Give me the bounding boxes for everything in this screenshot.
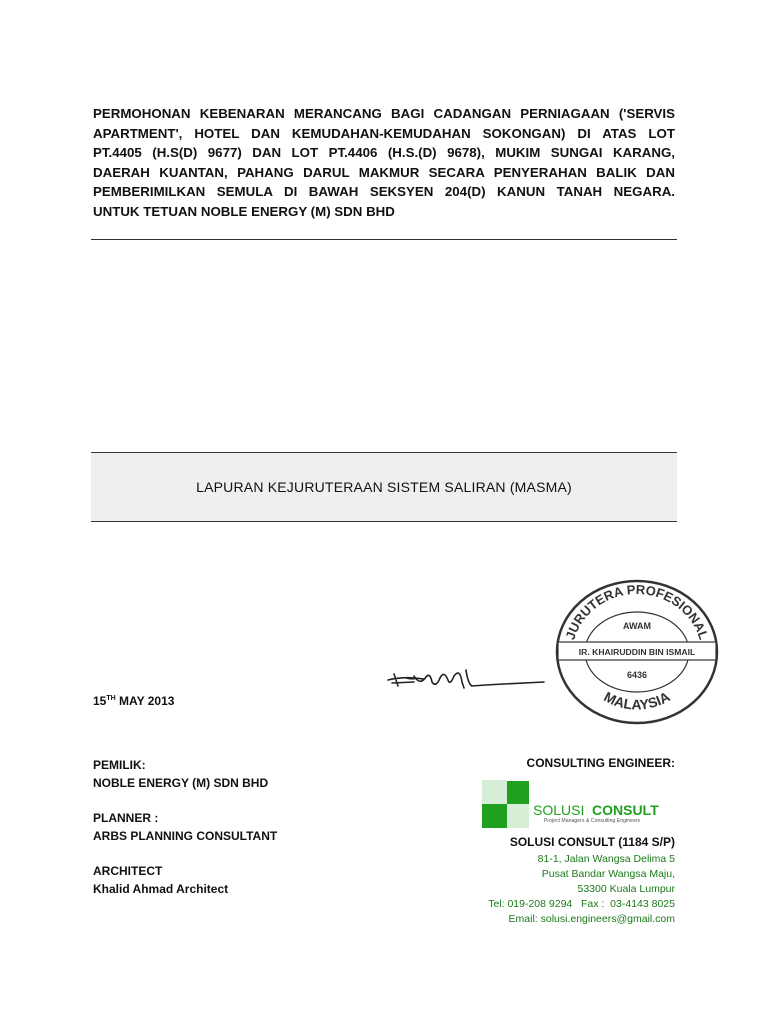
signature [384,664,559,694]
logo-text-solusi: SOLUSI [533,802,585,818]
address-line: Pusat Bandar Wangsa Maju, [541,868,675,880]
owner-block [93,756,277,792]
date-rest: MAY 2013 [115,694,175,708]
logo-tagline: Project Managers & Consulting Engineers [543,818,641,824]
stamp-name: IR. KHAIRUDDIN BIN ISMAIL [578,647,696,657]
planner-value: ARBS PLANNING CONSULTANT [93,829,278,843]
document-title [93,104,675,222]
divider [91,239,677,240]
planner-block [93,809,277,845]
firm-name: SOLUSI CONSULT (1184 S/P) [509,835,675,849]
stamp-bottom-text: MALAYSIA [601,688,673,713]
address-line: 81-1, Jalan Wangsa Delima 5 [537,853,675,865]
solusi-consult-logo [482,780,682,830]
architect-value: Khalid Ahmad Architect [93,882,229,896]
address-phone: Tel: 019-208 9294 Fax : 03-4143 8025 [488,898,675,910]
planner-label: PLANNER : [93,811,159,825]
owner-value: NOBLE ENERGY (M) SDN BHD [93,776,269,790]
title-line: UNTUK TETUAN NOBLE ENERGY (M) SDN BHD [93,203,395,219]
title-line: PT.4405 (H.S(D) 9677) DAN LOT PT.4406 (H.S.(D) 9678), MUKIM SUNGAI KARANG, [93,145,675,161]
date-day: 15 [93,694,107,708]
architect-block [93,862,277,898]
report-title-box [91,452,677,522]
consulting-label: CONSULTING ENGINEER: [526,756,675,770]
date-suffix: TH [106,695,116,702]
title-line: PEMBERIMILKAN SEMULA DI BAWAH SEKSYEN 204(D) KANUN TANAH NEGARA. [93,184,675,200]
address-email: Email: solusi.engineers@gmail.com [508,913,675,925]
owner-label: PEMILIK: [93,758,146,772]
consulting-block [415,756,675,770]
document-date [93,694,174,708]
title-line: PERMOHONAN KEBENARAN MERANCANG BAGI CADANGAN PERNIAGAAN ('SERVIS [93,106,675,121]
logo-text-consult: CONSULT [592,802,659,818]
report-title: LAPURAN KEJURUTERAAN SISTEM SALIRAN (MASMA) [196,479,572,495]
title-line: APARTMENT', HOTEL DAN KEMUDAHAN-KEMUDAHAN SOKONGAN) DI ATAS LOT [93,125,675,141]
stamp-top-text: JURUTERA PROFESIONAL [562,581,712,642]
firm-address [488,852,675,927]
architect-label: ARCHITECT [93,864,163,878]
stamp-discipline: AWAM [623,621,651,631]
title-line: DAERAH KUANTAN, PAHANG DARUL MAKMUR SECARA PENYERAHAN BALIK DAN [93,164,675,180]
engineer-stamp [554,578,720,726]
stamp-number: 6436 [626,670,648,680]
parties-list [93,756,277,915]
address-line: 53300 Kuala Lumpur [577,883,675,895]
